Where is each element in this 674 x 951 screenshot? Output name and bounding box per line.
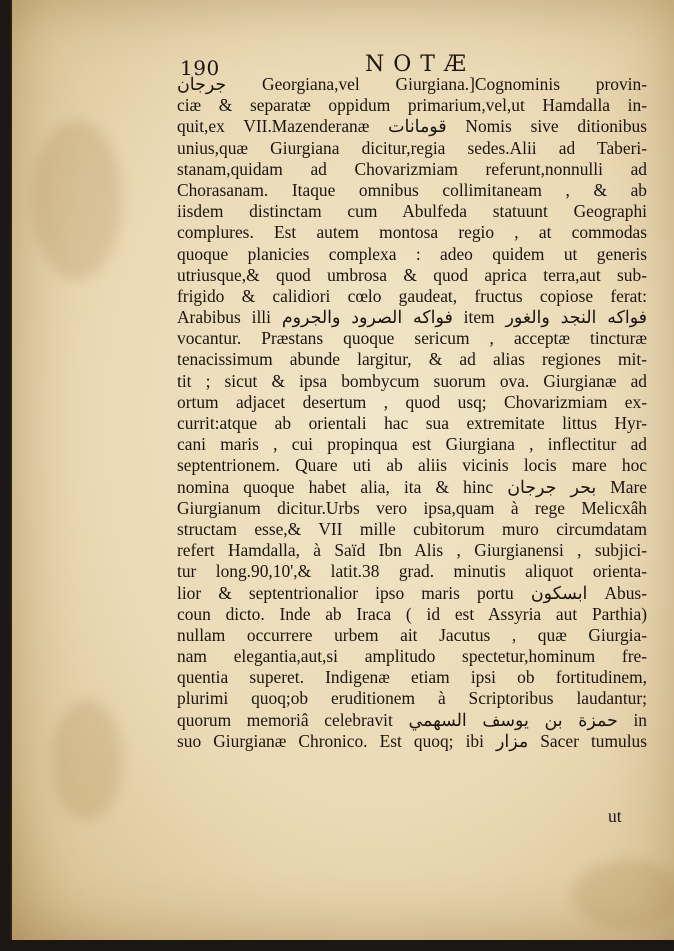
text-line: ciæ & separatæ oppidum primarium,vel,ut Hamdalla in- xyxy=(177,95,647,116)
text-line: frigido & calidiori cœlo gaudeat, fructus copiose ferat: xyxy=(177,285,647,306)
text-line: tenacissimum abunde largitur, & ad alias regiones mit- xyxy=(177,349,647,370)
text-line: vocantur. Præstans quoque sericum , acceptæ tincturæ xyxy=(177,328,647,349)
paper-stain xyxy=(52,700,122,820)
text-line: stanam,quidam ad Chovarizmiam referunt,nonnulli ad xyxy=(177,158,647,179)
text-line: currit:atque ab orientali hac sua extremitate littus Hyr- xyxy=(177,413,647,433)
text-line: septentrionem. Quare uti ab aliis vicinis locis mare hoc xyxy=(177,455,647,476)
text-line: complures. Est autem montosa regio , at commodas xyxy=(177,222,647,243)
catchword: ut xyxy=(608,806,622,826)
text-line: structam esse,& VII mille cubitorum muro circumdatam xyxy=(177,518,647,539)
text-line: Arabibus illi فواكه الصرود والجروم item فواكه النجد والغور xyxy=(177,307,647,328)
text-line: nullam occurrere urbem ait Jacutus , quæ Giurgia- xyxy=(177,624,647,645)
text-line: جرجان Georgiana,vel Giurgiana.]Cognominis provin- xyxy=(177,74,647,94)
running-title: NOTÆ xyxy=(365,52,475,77)
text-line: nam elegantia,aut,si amplitudo spectetur,hominum fre- xyxy=(177,646,647,667)
paper-stain xyxy=(572,860,674,930)
text-line: refert Hamdalla, à Saïd Ibn Alis , Giurgianensi , subjici- xyxy=(177,540,647,561)
text-line: quentia superet. Indigenæ etiam ipsi ob fortitudinem, xyxy=(177,667,647,688)
body-text xyxy=(177,74,647,752)
text-line: quorum memoriâ celebravit حمزة بن يوسف السهمي in xyxy=(177,709,647,730)
text-line: plurimi quoq;ob eruditionem à Scriptoribus laudantur; xyxy=(177,688,647,709)
text-line: tit ; sicut & ipsa bombycum suorum ova. Giurgianæ ad xyxy=(177,370,647,391)
text-line: quit,ex VII.Mazenderanæ قومانات Nomis sive ditionibus xyxy=(177,116,647,137)
text-line: lior & septentrionalior ipso maris portu ابسكون Abus- xyxy=(177,582,647,603)
text-line: coun dicto. Inde ab Iraca ( id est Assyria aut Parthia) xyxy=(177,603,647,624)
page-number: 190 xyxy=(180,56,220,80)
text-line: ortum adjacet desertum , quod usq; Chovarizmiam ex- xyxy=(177,391,647,412)
text-line: quoque planicies complexa : adeo quidem ut generis xyxy=(177,243,647,264)
text-line: Chorasanam. Itaque omnibus collimitaneam , & ab xyxy=(177,179,647,200)
text-line: utriusque,& quod umbrosa & quod aprica terra,aut sub- xyxy=(177,264,647,285)
text-line: iisdem distinctam cum Abulfeda statuunt Geographi xyxy=(177,201,647,222)
text-line: nomina quoque habet alia, ita & hinc بحر جرجان Mare xyxy=(177,476,647,497)
book-page xyxy=(10,0,674,940)
text-line: suo Giurgianæ Chronico. Est quoq; ibi مزار Sacer tumulus xyxy=(177,730,647,751)
text-line: unius,quæ Giurgiana dicitur,regia sedes.Alii ad Taberi- xyxy=(177,137,647,158)
text-line: tur long.90,10',& latit.38 grad. minutis aliquot orienta- xyxy=(177,561,647,582)
text-line: Giurgianum dicitur.Urbs vero ipsa,quam à rege Melicxâh xyxy=(177,497,647,518)
paper-stain xyxy=(32,120,122,280)
text-line: cani maris , cui propinqua est Giurgiana , inflectitur ad xyxy=(177,434,647,455)
